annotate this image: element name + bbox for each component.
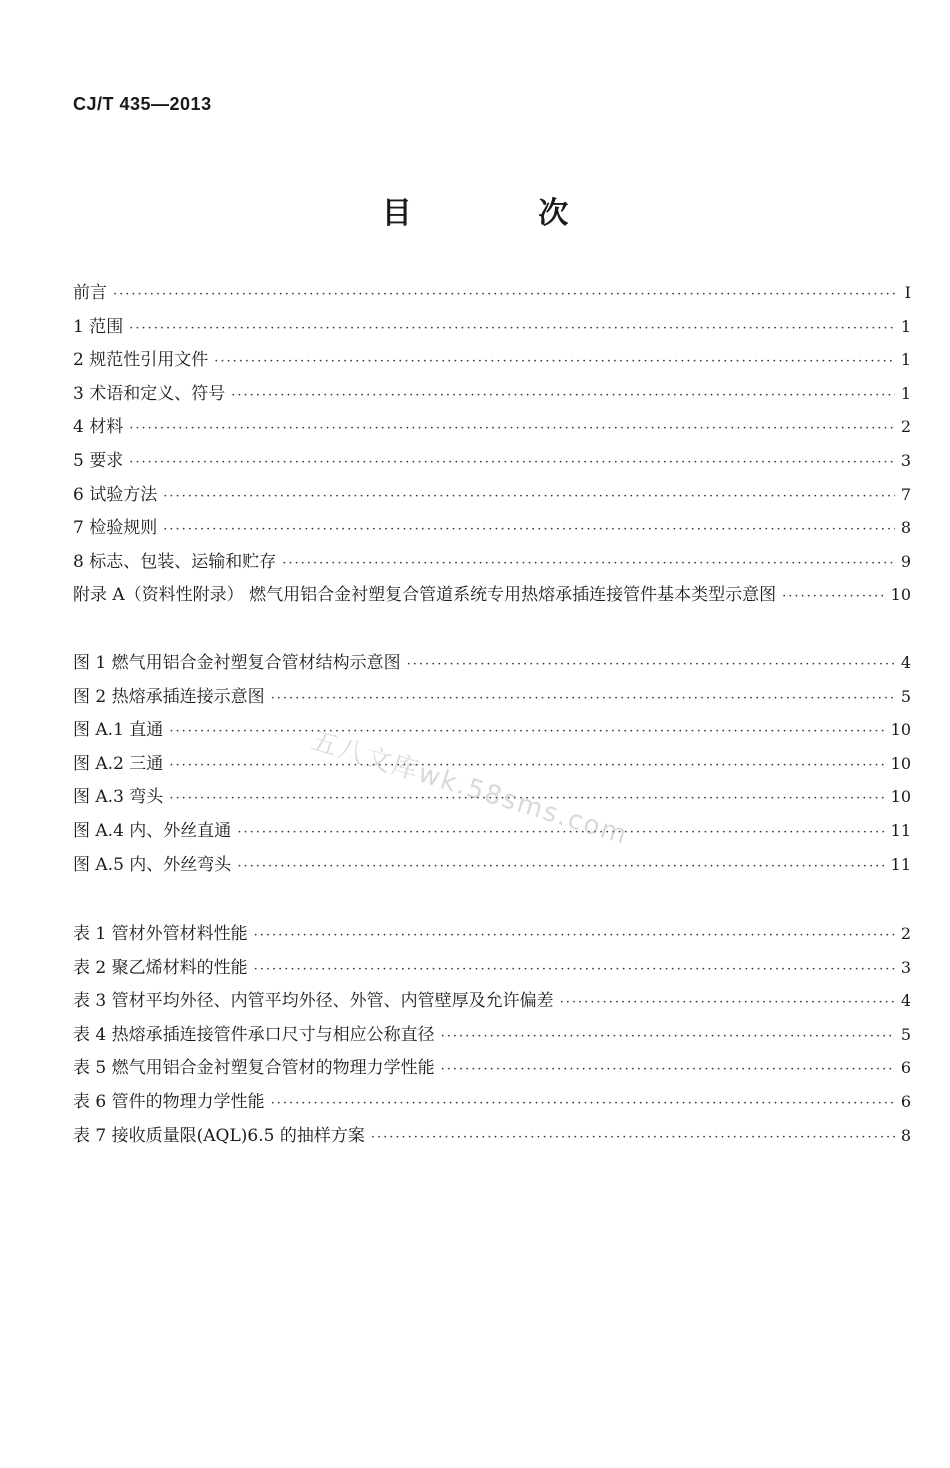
toc-entry-page: 9 bbox=[900, 551, 911, 571]
toc-entry[interactable] bbox=[73, 713, 911, 747]
toc-entry-page: 6 bbox=[900, 1058, 911, 1078]
toc-entry-label: 图 1 燃气用铝合金衬塑复合管材结构示意图 bbox=[73, 653, 401, 673]
leader-dots bbox=[441, 1053, 895, 1087]
toc-sections-list bbox=[73, 276, 911, 612]
leader-dots bbox=[214, 345, 895, 379]
leader-dots bbox=[169, 749, 884, 783]
document-code: CJ/T 435—2013 bbox=[73, 94, 212, 114]
leader-dots bbox=[441, 1020, 895, 1054]
leader-dots bbox=[231, 379, 895, 413]
toc-entry-page: 4 bbox=[900, 653, 911, 672]
toc-entry[interactable] bbox=[73, 444, 911, 478]
toc-entry-page: 8 bbox=[900, 1125, 911, 1145]
toc-entry-page: Ⅰ bbox=[904, 283, 911, 302]
toc-entry-label: 5 要求 bbox=[73, 450, 124, 471]
leader-dots bbox=[254, 919, 895, 953]
toc-entry[interactable] bbox=[73, 276, 911, 310]
toc-entry-label: 8 标志、包装、运输和贮存 bbox=[73, 551, 277, 572]
watermark-text: 五八文库wk.58sms.com bbox=[307, 725, 632, 851]
toc-entry-page: 8 bbox=[900, 518, 911, 538]
toc-entry-label: 表 7 接收质量限(AQL)6.5 的抽样方案 bbox=[73, 1125, 365, 1146]
toc-entry-label: 图 2 热熔承插连接示意图 bbox=[73, 686, 265, 707]
page-title: 目 次 bbox=[381, 196, 627, 231]
toc-entry-page: 1 bbox=[900, 383, 911, 403]
toc-entry[interactable] bbox=[73, 848, 911, 882]
toc-entry-page: 2 bbox=[900, 924, 911, 943]
leader-dots bbox=[282, 547, 895, 581]
toc-entry-page: 1 bbox=[900, 350, 911, 370]
toc-entry-label: 7 检验规则 bbox=[73, 518, 158, 539]
toc-entry[interactable] bbox=[73, 545, 911, 579]
toc-entry[interactable] bbox=[73, 951, 911, 985]
toc-entry-page: 3 bbox=[900, 450, 911, 470]
toc-entry[interactable] bbox=[73, 310, 911, 344]
toc-entry[interactable] bbox=[73, 646, 911, 680]
toc-entry[interactable] bbox=[73, 1085, 911, 1119]
toc-entry-label: 前言 bbox=[73, 283, 107, 303]
toc-entry-label: 图 A.3 弯头 bbox=[73, 787, 164, 808]
toc-entry-page: 10 bbox=[890, 787, 911, 807]
toc-entry-label: 表 2 聚乙烯材料的性能 bbox=[73, 957, 248, 978]
toc-entry-page: 10 bbox=[890, 585, 911, 605]
toc-entry-page: 6 bbox=[900, 1091, 911, 1111]
toc-entry[interactable] bbox=[73, 578, 911, 612]
toc-entry-label: 3 术语和定义、符号 bbox=[73, 383, 226, 404]
toc-entry-page: 1 bbox=[900, 316, 911, 336]
leader-dots bbox=[271, 1087, 895, 1121]
leader-dots bbox=[237, 850, 884, 884]
toc-entry-page: 11 bbox=[890, 820, 911, 840]
leader-dots bbox=[254, 953, 895, 987]
toc-entry-page: 5 bbox=[900, 1024, 911, 1044]
toc-entry-page: 11 bbox=[890, 854, 911, 874]
toc-entry-page: 10 bbox=[890, 720, 911, 740]
leader-dots bbox=[560, 986, 895, 1020]
toc-entry[interactable] bbox=[73, 1051, 911, 1085]
toc-entry-page: 7 bbox=[900, 484, 911, 504]
leader-dots bbox=[113, 278, 895, 312]
leader-dots bbox=[271, 682, 895, 716]
toc-entry-label: 表 6 管件的物理力学性能 bbox=[73, 1091, 265, 1112]
toc-entry[interactable] bbox=[73, 377, 911, 411]
toc-entry-page: 4 bbox=[900, 991, 911, 1011]
toc-entry[interactable] bbox=[73, 984, 911, 1018]
toc-entry-label: 表 5 燃气用铝合金衬塑复合管材的物理力学性能 bbox=[73, 1058, 435, 1079]
leader-dots bbox=[407, 648, 895, 682]
toc-entry[interactable] bbox=[73, 478, 911, 512]
toc-entry-label: 表 3 管材平均外径、内管平均外径、外管、内管壁厚及允许偏差 bbox=[73, 991, 554, 1012]
toc-entry-label: 图 A.2 三通 bbox=[73, 753, 164, 774]
toc-entry-page: 2 bbox=[900, 417, 911, 437]
toc-entry-label: 图 A.1 直通 bbox=[73, 720, 164, 741]
toc-entry-label: 表 1 管材外管材料性能 bbox=[73, 924, 248, 944]
toc-entry[interactable] bbox=[73, 1018, 911, 1052]
toc-entry[interactable] bbox=[73, 680, 911, 714]
leader-dots bbox=[163, 480, 895, 514]
toc-entry[interactable] bbox=[73, 410, 911, 444]
toc-entry-label: 附录 A（资料性附录） 燃气用铝合金衬塑复合管道系统专用热熔承插连接管件基本类型示意图 bbox=[73, 585, 777, 606]
leader-dots bbox=[782, 580, 885, 614]
leader-dots bbox=[129, 312, 895, 346]
toc-figures-list bbox=[73, 646, 911, 881]
toc-entry[interactable] bbox=[73, 917, 911, 951]
toc-entry-label: 4 材料 bbox=[73, 417, 124, 438]
toc-entry-label: 表 4 热熔承插连接管件承口尺寸与相应公称直径 bbox=[73, 1024, 435, 1045]
toc-entry-label: 图 A.4 内、外丝直通 bbox=[73, 820, 232, 841]
toc-entry[interactable] bbox=[73, 511, 911, 545]
leader-dots bbox=[129, 446, 895, 480]
toc-entry-label: 图 A.5 内、外丝弯头 bbox=[73, 854, 232, 875]
leader-dots bbox=[129, 412, 895, 446]
toc-entry-page: 3 bbox=[900, 957, 911, 977]
toc-entry[interactable] bbox=[73, 814, 911, 848]
toc-entry-label: 2 规范性引用文件 bbox=[73, 350, 209, 371]
toc-entry[interactable] bbox=[73, 1119, 911, 1153]
toc-entry[interactable] bbox=[73, 343, 911, 377]
leader-dots bbox=[371, 1121, 895, 1155]
leader-dots bbox=[169, 715, 884, 749]
toc-entry-page: 10 bbox=[890, 753, 911, 773]
toc-entry-label: 1 范围 bbox=[73, 316, 124, 337]
toc-entry-label: 6 试验方法 bbox=[73, 484, 158, 505]
toc-entry-page: 5 bbox=[900, 686, 911, 706]
toc-tables-list bbox=[73, 917, 911, 1152]
leader-dots bbox=[163, 513, 895, 547]
